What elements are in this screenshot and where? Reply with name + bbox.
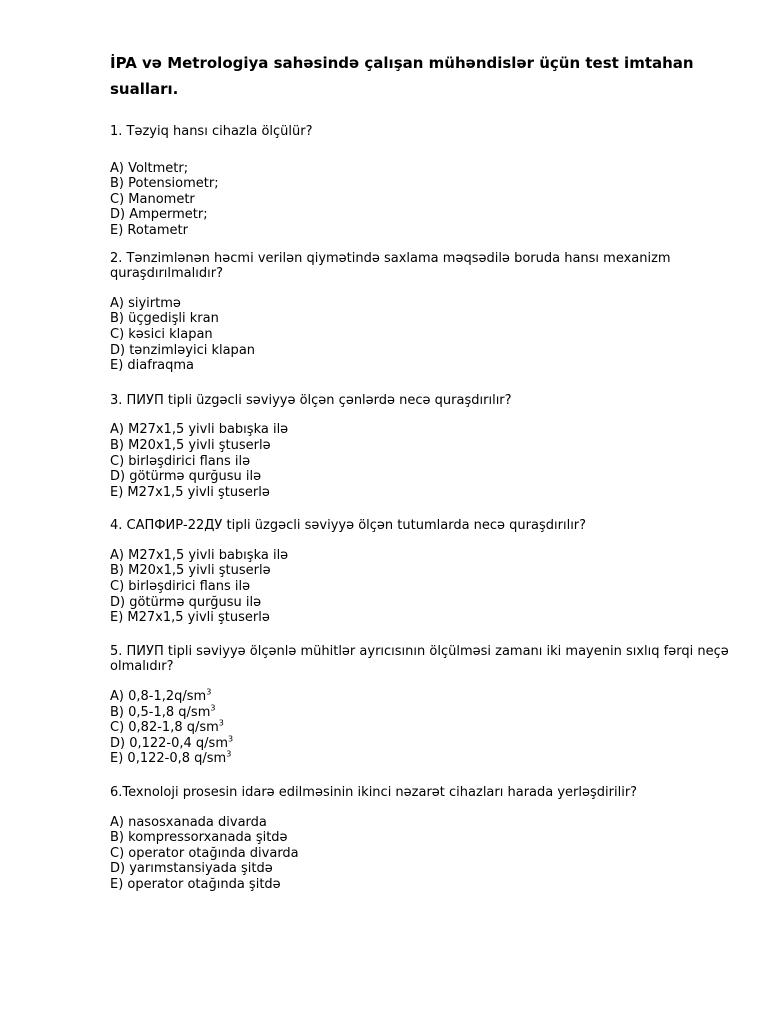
answer-option: A) nasosxanada divarda <box>110 814 267 830</box>
answer-option: E) Rotametr <box>110 222 188 238</box>
answer-list <box>110 296 730 374</box>
answer-option <box>110 705 730 721</box>
superscript-exponent: 3 <box>228 734 234 744</box>
answer-option: C) Manometr <box>110 191 195 207</box>
answer-option: C) kəsici klapan <box>110 326 213 342</box>
answer-option: B) M20x1,5 yivli ştuserlə <box>110 437 271 453</box>
answer-option: D) yarımstansiyada şitdə <box>110 861 273 877</box>
answer-text: C) 0,82-1,8 q/sm <box>110 720 219 736</box>
question-text: 2. Tənzimlənən həcmi verilən qiymətində saxlama məqsədilə boruda hansı mexanizm quraşdırılmalıdır? <box>110 250 671 282</box>
answer-option: E) diafraqma <box>110 358 195 374</box>
superscript-exponent: 3 <box>210 703 216 713</box>
answer-text: B) 0,5-1,8 q/sm <box>110 704 211 720</box>
answer-option: A) M27x1,5 yivli babışka ilə <box>110 547 289 563</box>
answer-list <box>110 689 730 767</box>
answer-option: E) operator otağında şitdə <box>110 876 281 892</box>
answer-option: B) üçgedişli kran <box>110 311 219 327</box>
answer-option: A) siyirtmə <box>110 295 181 311</box>
answer-option <box>110 720 730 736</box>
question-5 <box>110 644 730 767</box>
question-text: 6.Texnoloji prosesin idarə edilməsinin ikinci nəzarət cihazları harada yerləşdirilir? <box>110 785 638 800</box>
answer-option: E) M27x1,5 yivli ştuserlə <box>110 484 270 500</box>
question-text: 1. Təzyiq hansı cihazla ölçülür? <box>110 124 313 139</box>
question-text: 5. ПИУП tipli səviyyə ölçənlə mühitlər ayrıcısının ölçülməsi zamanı iki mayenin sıxlıq fərqi neçə olmalıdır? <box>110 643 729 675</box>
answer-option: A) Voltmetr; <box>110 160 189 176</box>
superscript-exponent: 3 <box>206 687 212 697</box>
question-2 <box>110 251 730 374</box>
answer-option: D) tənzimləyici klapan <box>110 342 256 358</box>
answer-option: C) operator otağında divarda <box>110 845 299 861</box>
answer-text: D) 0,122-0,4 q/sm <box>110 735 228 751</box>
answer-option: B) kompressorxanada şitdə <box>110 830 288 846</box>
answer-option: C) birləşdirici flans ilə <box>110 579 251 595</box>
answer-option: D) Ampermetr; <box>110 207 208 223</box>
answer-option: B) M20x1,5 yivli ştuserlə <box>110 563 271 579</box>
question-text: 3. ПИУП tipli üzgəcli səviyyə ölçən çənlərdə necə quraşdırılır? <box>110 392 512 408</box>
answer-text: E) 0,122-0,8 q/sm <box>110 751 227 767</box>
answer-list <box>110 815 730 893</box>
question-text: 4. САПФИР-22ДУ tipli üzgəcli səviyyə ölçən tutumlarda necə quraşdırılır? <box>110 518 587 534</box>
answer-option: D) götürmə qurğusu ilə <box>110 594 262 610</box>
answer-list <box>110 161 730 239</box>
question-6 <box>110 785 730 893</box>
answer-list <box>110 548 730 626</box>
answer-text: A) 0,8-1,2q/sm <box>110 689 207 705</box>
answer-option: A) M27x1,5 yivli babışka ilə <box>110 422 289 438</box>
question-3 <box>110 393 730 501</box>
superscript-exponent: 3 <box>218 718 224 728</box>
answer-option: E) M27x1,5 yivli ştuserlə <box>110 610 270 626</box>
answer-option: C) birləşdirici flans ilə <box>110 453 251 469</box>
answer-option: D) götürmə qurğusu ilə <box>110 469 262 485</box>
question-1 <box>110 124 730 239</box>
answer-list <box>110 422 730 500</box>
answer-option <box>110 689 730 705</box>
superscript-exponent: 3 <box>226 750 232 760</box>
question-4 <box>110 518 730 626</box>
answer-option <box>110 751 730 767</box>
document-title: İPA və Metrologiya sahəsində çalışan mühəndislər üçün test imtahan sualları. <box>110 54 694 98</box>
answer-option: B) Potensiometr; <box>110 176 219 192</box>
document-page <box>110 50 730 893</box>
answer-option <box>110 736 730 752</box>
